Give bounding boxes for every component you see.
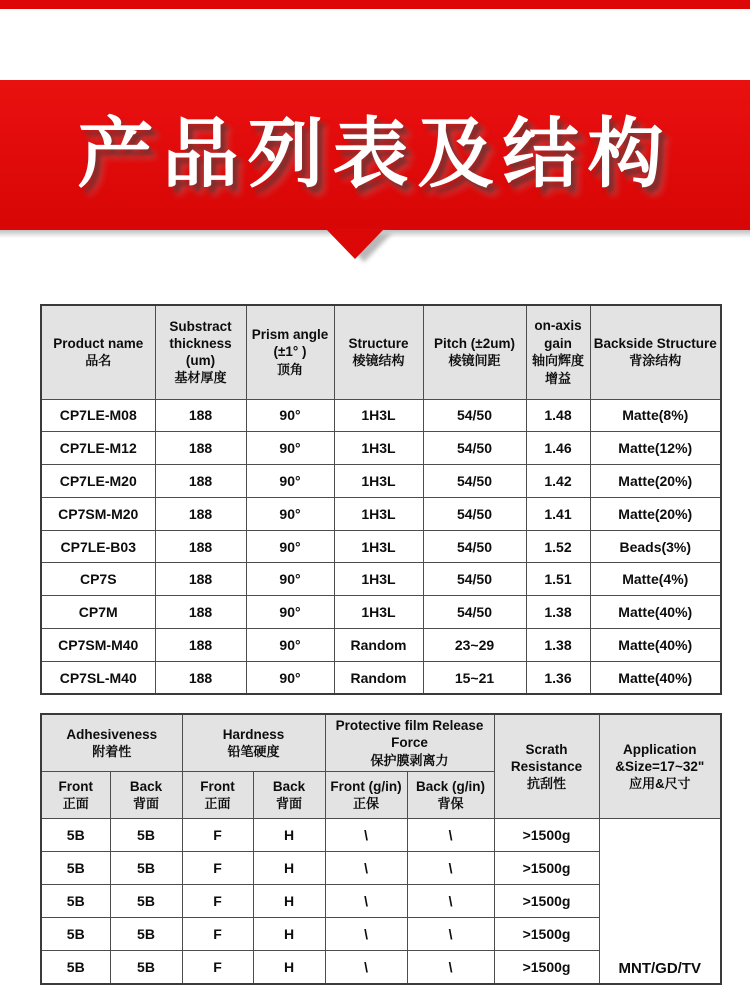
property-group-header-row xyxy=(41,714,721,772)
spec-cell: Matte(8%) xyxy=(590,399,721,432)
property-group-header-1 xyxy=(182,714,325,772)
spec-cell: Matte(20%) xyxy=(590,497,721,530)
property-sub-header-3-cn: 背面 xyxy=(276,795,303,811)
property-cell: F xyxy=(182,852,253,885)
property-cell: \ xyxy=(407,819,494,852)
application-cell: MNT/GD/TV xyxy=(599,819,721,984)
property-span-header-0 xyxy=(494,714,599,819)
product-name-cell: CP7LE-M20 xyxy=(41,465,155,498)
spec-cell: Matte(40%) xyxy=(590,661,721,694)
spec-cell: Matte(40%) xyxy=(590,629,721,662)
property-cell: >1500g xyxy=(494,951,599,984)
property-group-header-0 xyxy=(41,714,182,772)
banner-pointer xyxy=(327,230,383,259)
property-cell: H xyxy=(253,951,325,984)
property-cell: F xyxy=(182,819,253,852)
spec-col-header-0-cn: 品名 xyxy=(85,353,112,369)
spec-col-header-5-cn: 轴向辉度增益 xyxy=(531,352,584,386)
property-group-header-1-cn: 铅笔硬度 xyxy=(227,743,280,759)
product-name-cell: CP7S xyxy=(41,563,155,596)
property-sub-header-1 xyxy=(110,772,182,819)
property-cell: 5B xyxy=(110,819,182,852)
property-cell: >1500g xyxy=(494,918,599,951)
property-group-header-2-cn: 保护膜剥离力 xyxy=(370,752,449,768)
spec-cell: 1H3L xyxy=(334,563,423,596)
product-name-cell: CP7LE-B03 xyxy=(41,530,155,563)
product-name-cell: CP7M xyxy=(41,596,155,629)
property-cell: 5B xyxy=(110,918,182,951)
spec-row xyxy=(41,629,721,662)
property-sub-header-4-en: Front (g/in) xyxy=(330,778,402,794)
property-sub-header-0-cn: 正面 xyxy=(62,795,89,811)
spec-cell: Random xyxy=(334,661,423,694)
spec-row xyxy=(41,596,721,629)
property-sub-header-3-en: Back xyxy=(272,778,306,794)
spec-cell: 188 xyxy=(155,661,246,694)
spec-cell: 188 xyxy=(155,432,246,465)
property-cell: H xyxy=(253,918,325,951)
spec-cell: 1.52 xyxy=(526,530,590,563)
spec-cell: 188 xyxy=(155,399,246,432)
spec-cell: 90° xyxy=(246,661,334,694)
property-cell: >1500g xyxy=(494,885,599,918)
property-cell: 5B xyxy=(41,885,110,918)
spec-col-header-1-cn: 基材厚度 xyxy=(174,370,227,386)
property-sub-header-4-cn: 正保 xyxy=(353,795,380,811)
spec-col-header-2-cn: 顶角 xyxy=(276,361,303,377)
spec-col-header-3-en: Structure xyxy=(348,335,409,351)
property-sub-header-2-cn: 正面 xyxy=(204,795,231,811)
top-red-strip xyxy=(0,0,750,9)
product-spec-table xyxy=(40,304,722,695)
property-group-header-1-en: Hardness xyxy=(222,726,285,742)
property-group-header-2 xyxy=(325,714,494,772)
spec-cell: 1.46 xyxy=(526,432,590,465)
spec-cell: 1H3L xyxy=(334,530,423,563)
property-sub-header-4 xyxy=(325,772,407,819)
property-cell: H xyxy=(253,852,325,885)
product-name-cell: CP7LE-M12 xyxy=(41,432,155,465)
spec-col-header-1-en: Substract thickness (um) xyxy=(169,318,232,369)
property-cell: F xyxy=(182,918,253,951)
property-row xyxy=(41,819,721,852)
spec-row xyxy=(41,530,721,563)
physical-properties-table xyxy=(40,713,722,985)
property-cell: \ xyxy=(407,918,494,951)
spec-cell: Matte(4%) xyxy=(590,563,721,596)
property-span-header-1-en: Application &Size=17~32" xyxy=(615,741,705,774)
property-cell: F xyxy=(182,951,253,984)
spec-cell: 90° xyxy=(246,563,334,596)
spec-cell: Beads(3%) xyxy=(590,530,721,563)
property-span-header-1-cn: 应用&尺寸 xyxy=(629,776,691,792)
spec-row xyxy=(41,465,721,498)
spec-col-header-6-en: Backside Structure xyxy=(593,335,717,351)
spec-cell: 1H3L xyxy=(334,497,423,530)
spec-col-header-0 xyxy=(41,305,155,399)
spec-cell: 1.38 xyxy=(526,596,590,629)
property-cell: F xyxy=(182,885,253,918)
property-cell: \ xyxy=(325,918,407,951)
spec-cell: 188 xyxy=(155,629,246,662)
product-name-cell: CP7SL-M40 xyxy=(41,661,155,694)
spec-col-header-2-en: Prism angle (±1° ) xyxy=(251,327,329,360)
product-name-cell: CP7SM-M40 xyxy=(41,629,155,662)
spec-col-header-2 xyxy=(246,305,334,399)
spec-col-header-1 xyxy=(155,305,246,399)
property-sub-header-5 xyxy=(407,772,494,819)
spec-cell: 1.41 xyxy=(526,497,590,530)
property-sub-header-5-cn: 背保 xyxy=(437,795,464,811)
spec-cell: 1H3L xyxy=(334,432,423,465)
property-cell: 5B xyxy=(41,819,110,852)
spec-col-header-4 xyxy=(423,305,526,399)
banner-title: 产品列表及结构 xyxy=(77,112,673,197)
spec-cell: 1H3L xyxy=(334,399,423,432)
spec-col-header-0-en: Product name xyxy=(53,335,144,351)
spec-cell: 54/50 xyxy=(423,465,526,498)
property-sub-header-5-en: Back (g/in) xyxy=(416,778,486,794)
property-sub-header-0-en: Front xyxy=(58,778,93,794)
spec-cell: Random xyxy=(334,629,423,662)
property-cell: \ xyxy=(325,885,407,918)
property-cell: 5B xyxy=(110,951,182,984)
property-cell: >1500g xyxy=(494,852,599,885)
property-cell: 5B xyxy=(110,852,182,885)
property-cell: 5B xyxy=(110,885,182,918)
spec-header-row xyxy=(41,305,721,399)
spec-cell: 54/50 xyxy=(423,432,526,465)
property-cell: \ xyxy=(325,852,407,885)
spec-cell: Matte(20%) xyxy=(590,465,721,498)
property-span-header-0-en: Scrath Resistance xyxy=(510,741,583,774)
spec-col-header-3 xyxy=(334,305,423,399)
spec-cell: 90° xyxy=(246,596,334,629)
property-span-header-0-cn: 抗刮性 xyxy=(527,776,567,792)
property-sub-header-1-en: Back xyxy=(129,778,163,794)
spec-cell: Matte(12%) xyxy=(590,432,721,465)
spec-cell: 90° xyxy=(246,629,334,662)
property-span-header-1 xyxy=(599,714,721,819)
spec-cell: 1.36 xyxy=(526,661,590,694)
spec-col-header-3-cn: 棱镜结构 xyxy=(352,353,405,369)
property-sub-header-0 xyxy=(41,772,110,819)
property-cell: >1500g xyxy=(494,819,599,852)
property-sub-header-2 xyxy=(182,772,253,819)
spec-col-header-5 xyxy=(526,305,590,399)
spec-col-header-4-en: Pitch (±2um) xyxy=(434,335,515,351)
spec-row xyxy=(41,661,721,694)
spec-cell: 188 xyxy=(155,497,246,530)
spec-col-header-4-cn: 棱镜间距 xyxy=(448,353,501,369)
property-cell: H xyxy=(253,819,325,852)
spec-cell: 1.42 xyxy=(526,465,590,498)
property-sub-header-1-cn: 背面 xyxy=(133,795,160,811)
spec-cell: 23~29 xyxy=(423,629,526,662)
spec-cell: 54/50 xyxy=(423,563,526,596)
spec-cell: 1H3L xyxy=(334,596,423,629)
property-group-header-0-cn: 附着性 xyxy=(92,743,132,759)
spec-cell: 54/50 xyxy=(423,399,526,432)
spec-cell: 188 xyxy=(155,465,246,498)
property-cell: H xyxy=(253,885,325,918)
spec-cell: 188 xyxy=(155,563,246,596)
property-cell: 5B xyxy=(41,852,110,885)
spec-row xyxy=(41,432,721,465)
spec-cell: Matte(40%) xyxy=(590,596,721,629)
spec-cell: 90° xyxy=(246,530,334,563)
spec-col-header-6 xyxy=(590,305,721,399)
spec-cell: 54/50 xyxy=(423,497,526,530)
spec-col-header-6-cn: 背涂结构 xyxy=(629,353,682,369)
spec-cell: 90° xyxy=(246,432,334,465)
section-banner xyxy=(0,80,750,230)
spec-cell: 188 xyxy=(155,596,246,629)
spec-row xyxy=(41,497,721,530)
spec-row xyxy=(41,563,721,596)
property-sub-header-3 xyxy=(253,772,325,819)
spec-col-header-5-en: on-axis gain xyxy=(534,318,582,351)
spec-cell: 15~21 xyxy=(423,661,526,694)
property-cell: \ xyxy=(325,951,407,984)
property-cell: 5B xyxy=(41,918,110,951)
property-group-header-2-en: Protective film Release Force xyxy=(335,718,484,751)
spec-row xyxy=(41,399,721,432)
property-cell: \ xyxy=(407,951,494,984)
spec-cell: 1.48 xyxy=(526,399,590,432)
spec-cell: 54/50 xyxy=(423,596,526,629)
property-cell: \ xyxy=(407,852,494,885)
spec-cell: 90° xyxy=(246,497,334,530)
product-name-cell: CP7LE-M08 xyxy=(41,399,155,432)
spec-cell: 54/50 xyxy=(423,530,526,563)
spec-cell: 90° xyxy=(246,465,334,498)
property-group-header-0-en: Adhesiveness xyxy=(66,726,158,742)
spec-cell: 1H3L xyxy=(334,465,423,498)
property-sub-header-2-en: Front xyxy=(200,778,235,794)
spec-cell: 1.38 xyxy=(526,629,590,662)
property-cell: 5B xyxy=(41,951,110,984)
product-name-cell: CP7SM-M20 xyxy=(41,497,155,530)
spec-cell: 188 xyxy=(155,530,246,563)
spec-cell: 1.51 xyxy=(526,563,590,596)
spec-cell: 90° xyxy=(246,399,334,432)
property-cell: \ xyxy=(407,885,494,918)
property-cell: \ xyxy=(325,819,407,852)
